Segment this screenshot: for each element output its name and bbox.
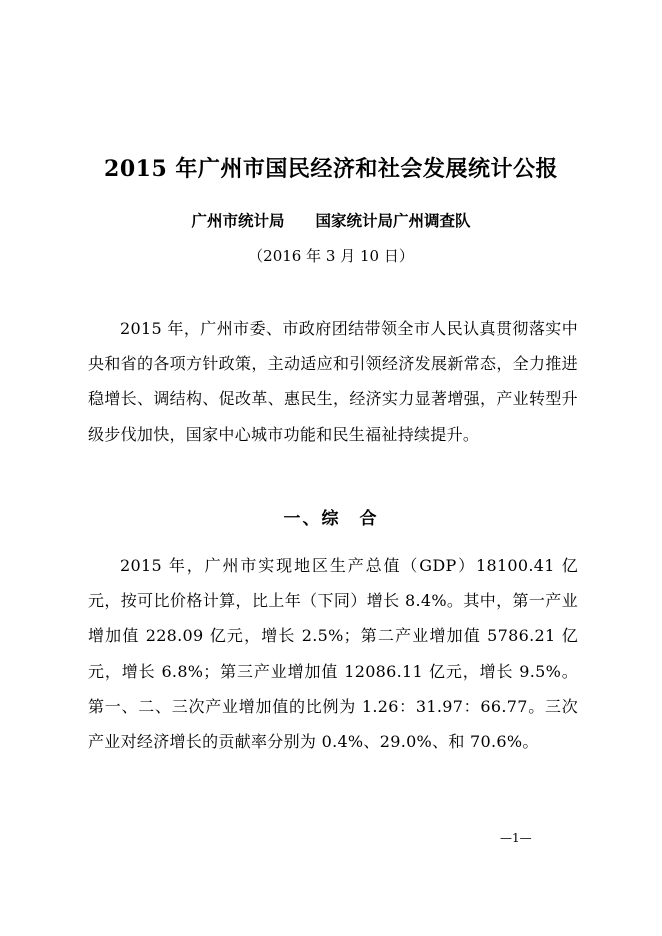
document-date: （2016 年 3 月 10 日） xyxy=(248,247,414,265)
document-title: 2015 年广州市国民经济和社会发展统计公报 xyxy=(104,156,558,182)
page-number: —1— xyxy=(500,831,532,845)
intro-paragraph: 2015 年，广州市委、市政府团结带领全市人民认真贯彻落实中央和省的各项方针政策，主动适应和引领经济发展新常态，全力推进稳增长、调结构、促改革、惠民生，经济实力显著增强，产业转型升级步伐加快，国家中心城市功能和民生福祉持续提升。 xyxy=(88,319,578,444)
section-heading-overview: 一、综 合 xyxy=(283,509,379,529)
overview-paragraph: 2015 年，广州市实现地区生产总值（GDP）18100.41 亿元，按可比价格计算，比上年（下同）增长 8.4%。其中，第一产业增加值 228.09 亿元，增长 2.5%；第二产业增加值 5786.21 亿元，增长 6.8%；第三产业增加值 12086.11 亿元，增长 9.5%。第一、二、三次产业增加值的比例为 1.26：31.97：66.77。三次产业对经济增长的贡献率分别为 0.4%、29.0%、和 70.6%。 xyxy=(88,556,578,752)
document-authors: 广州市统计局 国家统计局广州调查队 xyxy=(191,211,471,230)
